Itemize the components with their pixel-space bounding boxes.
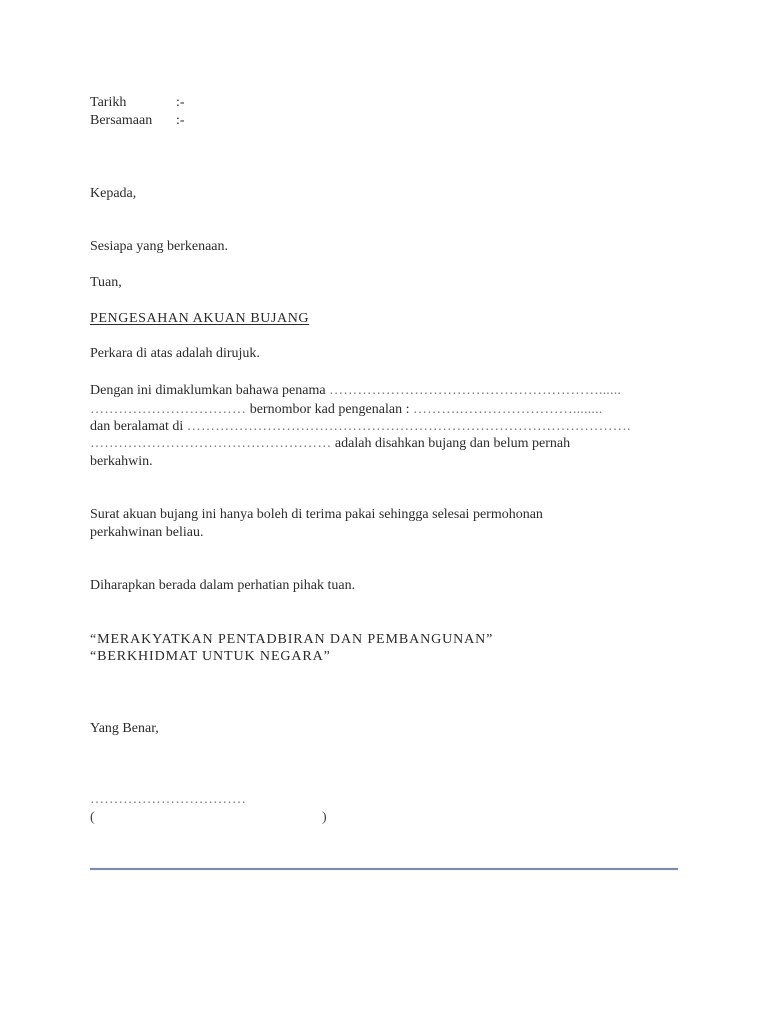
footer-separator-line <box>90 868 678 870</box>
para1-line4-text: adalah disahkan bujang dan belum pernah <box>334 436 571 451</box>
intro-text: Perkara di atas adalah dirujuk. <box>90 346 260 361</box>
ic-fill-dots: ……….……………………........ <box>412 402 603 417</box>
para3: Diharapkan berada dalam perhatian pihak tuan. <box>90 578 356 593</box>
para1-line1 <box>90 381 621 400</box>
reference-label: Bersamaan <box>90 113 153 128</box>
recipient-label: Kepada, <box>90 186 137 201</box>
name-fill-dots: …………………………………………………...... <box>329 383 622 398</box>
signature-line: …………………………… <box>90 792 247 807</box>
para1-line3-text: dan beralamat di <box>90 419 184 434</box>
motto-line2: “BERKHIDMAT UNTUK NEGARA” <box>90 649 331 664</box>
subject-heading: PENGESAHAN AKUAN BUJANG <box>90 311 310 326</box>
para2-line2: perkahwinan beliau. <box>90 525 204 540</box>
para1-line4 <box>90 434 570 453</box>
address-fill-dots: …………………………………………………………………………………. <box>186 419 631 434</box>
address-fill-dots-cont: …………………………………………… <box>90 436 332 451</box>
date-separator: :- <box>176 95 185 110</box>
motto-line1: “MERAKYATKAN PENTADBIRAN DAN PEMBANGUNAN” <box>90 632 494 647</box>
reference-separator: :- <box>176 113 185 128</box>
name-fill-dots-cont: …………………………… <box>90 402 247 417</box>
salutation: Tuan, <box>90 275 122 290</box>
date-label: Tarikh <box>90 95 127 110</box>
name-close-paren: ) <box>322 810 327 825</box>
sign-off: Yang Benar, <box>90 721 159 736</box>
para2-line1: Surat akuan bujang ini hanya boleh di terima pakai sehingga selesai permohonan <box>90 507 543 522</box>
para1-line2-text: bernombor kad pengenalan : <box>249 402 410 417</box>
para1-line5: berkahwin. <box>90 454 153 469</box>
date-row <box>90 93 185 112</box>
reference-row <box>90 111 185 130</box>
name-open-paren: ( <box>90 810 95 825</box>
para1-line1-text: Dengan ini dimaklumkan bahawa penama <box>90 383 326 398</box>
recipient-value: Sesiapa yang berkenaan. <box>90 239 228 254</box>
